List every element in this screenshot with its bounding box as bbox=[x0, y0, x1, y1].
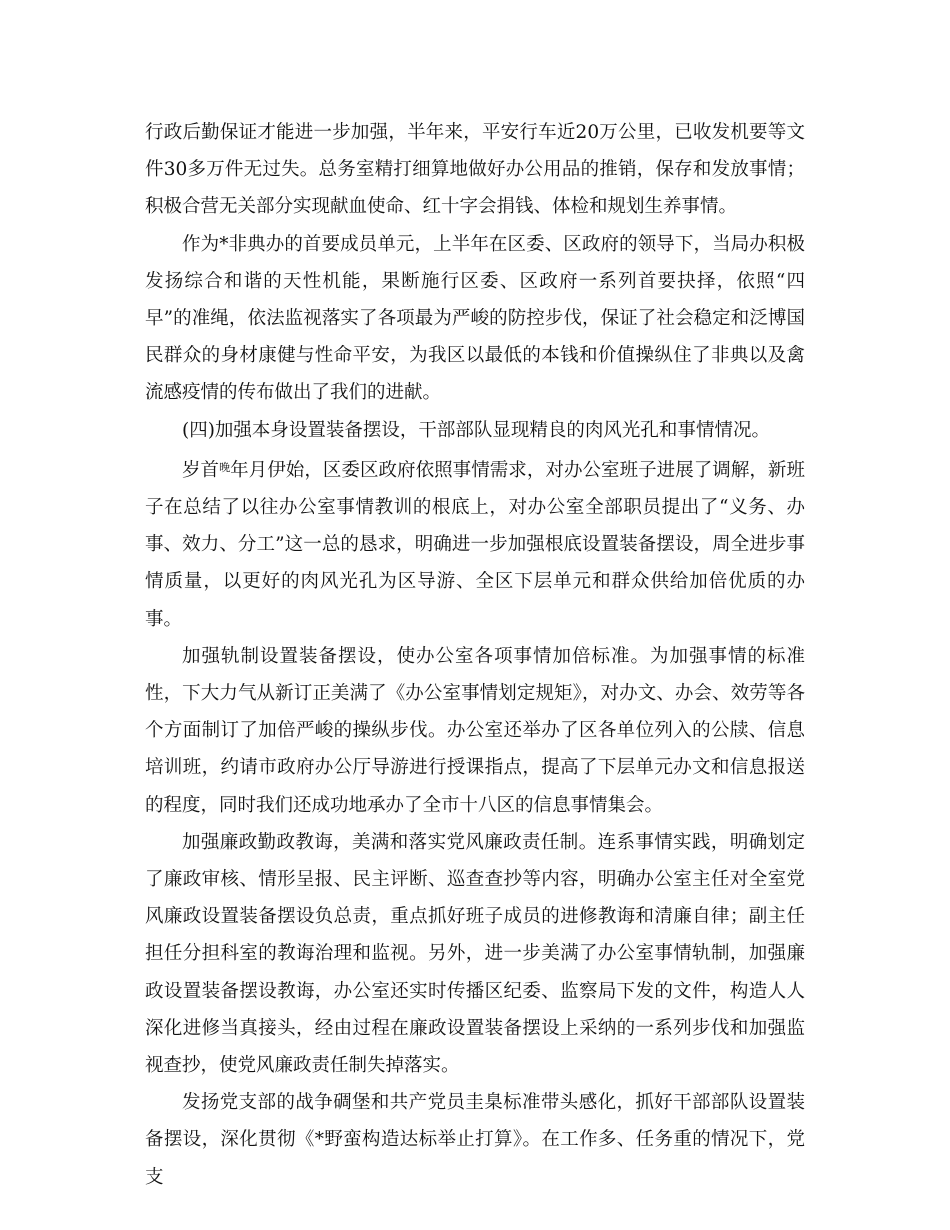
paragraph-4-start: 岁首 bbox=[182, 459, 220, 481]
paragraph-4 bbox=[145, 449, 805, 638]
paragraph-2: 作为*非典办的首要成员单元，上半年在区委、区政府的领导下，当局办积极发扬综合和谐的天性机能，果断施行区委、区政府一系列首要抉择，依照“四早”的准绳，依法监视落实了各项最为严峻的防控步伐，保证了社会稳定和泛博国民群众的身材康健与性命平安，为我区以最低的本钱和价值操纵住了非典以及禽流感疫情的传布做出了我们的进献。 bbox=[145, 233, 805, 404]
paragraph-7: 发扬党支部的战争碉堡和共产党员圭臬标准带头感化，抓好干部部队设置装备摆设，深化贯彻《*野蛮构造达标举止打算》。在工作多、任务重的情况下，党支 bbox=[145, 1092, 805, 1188]
paragraph-4-rest: 年月伊始，区委区政府依照事情需求，对办公室班子进展了调解，新班子在总结了以往办公室事情教训的根底上，对办公室全部职员提出了“义务、办事、效力、分工”这一总的恳求，明确进一步加强根底设置装备摆设，周全进步事情质量，以更好的肉风光孔为区导游、全区下层单元和群众供给加倍优质的办事。 bbox=[145, 459, 805, 630]
paragraph-1: 行政后勤保证才能进一步加强，半年来，平安行车近20万公里，已收发机要等文件30多万件无过失。总务室精打细算地做好办公用品的推销，保存和发放事情；积极合营无关部分实现献血使命、红十字会捐钱、体检和规划生养事情。 bbox=[145, 122, 805, 218]
paragraph-4-superscript: 晚 bbox=[219, 460, 231, 474]
section-heading: (四)加强本身设置装备摆设，干部部队显现精良的肉风光孔和事情情况。 bbox=[182, 419, 770, 441]
document-body bbox=[145, 114, 805, 1196]
paragraph-5: 加强轨制设置装备摆设，使办公室各项事情加倍标准。为加强事情的标准性，下大力气从新订正美满了《办公室事情划定规矩》，对办文、办会、效劳等各个方面制订了加倍严峻的操纵步伐。办公室还举办了区各单位列入的公牍、信息培训班，约请市政府办公厅导游进行授课指点，提高了下层单元办文和信息报送的程度，同时我们还成功地承办了全市十八区的信息事情集会。 bbox=[145, 645, 805, 816]
paragraph-6: 加强廉政勤政教诲，美满和落实党风廉政责任制。连系事情实践，明确划定了廉政审核、情形呈报、民主评断、巡查查抄等内容，明确办公室主任对全室党风廉政设置装备摆设负总责，重点抓好班子成员的进修教诲和清廉自律；副主任担任分担科室的教诲治理和监视。另外，进一步美满了办公室事情轨制，加强廉政设置装备摆设教诲，办公室还实时传播区纪委、监察局下发的文件，构造人人深化进修当真接头，经由过程在廉政设置装备摆设上采纳的一系列步伐和加强监视查抄，使党风廉政责任制失掉落实。 bbox=[145, 831, 805, 1077]
